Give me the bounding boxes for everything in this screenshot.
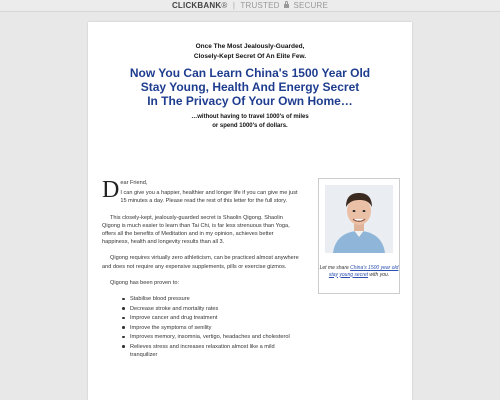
- secure-label: SECURE: [293, 1, 329, 10]
- caption-suffix: with you.: [368, 271, 390, 278]
- lock-icon: [284, 4, 289, 8]
- paragraph-2: This closely-kept, jealously-guarded secret is Shaolin Qigong. Shaolin Qigong is much easier to learn than Tai Chi, is far less strenuous than Yoga, offers all the benefits of Meditation and in my opinion, achieves better happiness, health and longevity results than all 3.: [102, 214, 290, 246]
- photo-caption: [319, 265, 399, 278]
- headline-line-1: Now You Can Learn China's 1500 Year Old: [129, 66, 371, 80]
- intro-kicker: [88, 42, 412, 62]
- sub-headline: [88, 113, 412, 131]
- caption-prefix: Let me share: [319, 265, 351, 271]
- clickbank-logo-text: CLICKBANK: [171, 1, 222, 10]
- portrait-illustration: [325, 185, 393, 253]
- sub-headline-line-1: …without having to travel 1000's of miles: [191, 114, 309, 120]
- author-photo-card: [318, 178, 400, 294]
- main-headline: [88, 66, 412, 108]
- list-item: Improve the symptoms of senility: [130, 324, 300, 332]
- clickbank-trust-bar: [0, 0, 500, 12]
- stay-young-secret-link[interactable]: China's 1500 year old stay young secret: [328, 265, 399, 278]
- headline-line-3: In The Privacy Of Your Own Home…: [147, 94, 353, 108]
- paragraph-1: I can give you a happier, healthier and longer life if you can give me just 15 minutes a day. Please read the rest of this letter for the full story.: [120, 190, 298, 205]
- headline-line-2: Stay Young, Health And Energy Secret: [140, 80, 360, 94]
- sub-headline-line-2: or spend 1000's of dollars.: [212, 123, 288, 129]
- trust-bar-divider: |: [232, 1, 236, 10]
- kicker-line-1: Once The Most Jealously-Guarded,: [195, 43, 305, 50]
- trusted-label: TRUSTED: [240, 1, 280, 10]
- registered-mark: ®: [221, 1, 228, 10]
- list-item: Relieves stress and increases relaxation almost like a mild tranquilizer: [130, 343, 300, 359]
- greeting-text: ear Friend,: [120, 180, 148, 186]
- benefits-list: [102, 295, 300, 359]
- drop-cap: D: [102, 177, 120, 203]
- list-item: Improves memory, insomnia, vertigo, headaches and cholesterol: [130, 333, 300, 341]
- author-photo: [325, 185, 393, 253]
- list-item: Stabilise blood pressure: [130, 295, 300, 303]
- paragraph-3: Qigong requires virtually zero athleticism, can be practiced almost anywhere and does not require any expensive supplements, pills or exercise gizmos.: [102, 255, 299, 270]
- list-item: Improve cancer and drug treatment: [130, 314, 300, 322]
- kicker-line-2: Closely-Kept Secret Of An Elite Few.: [193, 53, 307, 60]
- letter-body: [102, 177, 300, 360]
- paragraph-4: Qigong has been proven to:: [110, 279, 180, 286]
- list-item: Decrease stroke and mortality rates: [130, 305, 300, 313]
